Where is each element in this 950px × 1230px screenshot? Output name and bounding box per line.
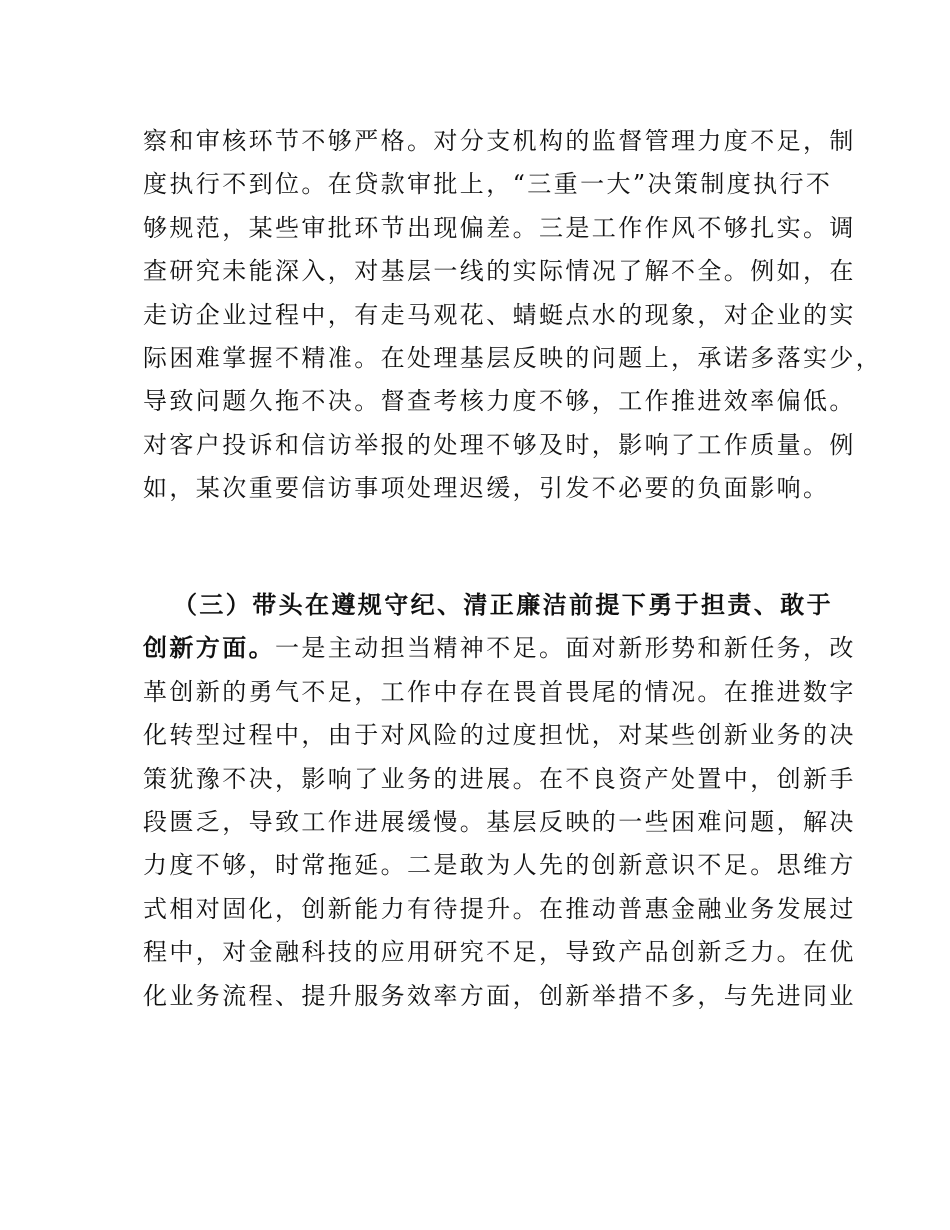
paragraph-line: 导致问题久拖不决。督查考核力度不够，工作推进效率偏低。 (143, 387, 856, 416)
paragraph-line: 够规范，某些审批环节出现偏差。三是工作作风不够扎实。调 (143, 213, 856, 242)
paragraph-line: 走访企业过程中，有走马观花、蜻蜓点水的现象，对企业的实 (143, 300, 856, 329)
paragraph-line: 化转型过程中，由于对风险的过度担忧，对某些创新业务的决 (143, 721, 856, 750)
paragraph-line: 力度不够，时常拖延。二是敢为人先的创新意识不足。思维方 (143, 851, 856, 880)
paragraph-line: 如，某次重要信访事项处理迟缓，引发不必要的负面影响。 (143, 474, 830, 503)
section-heading: （三）带头在遵规守纪、清正廉洁前提下勇于担责、敢于 (173, 591, 833, 619)
paragraph-section-three (143, 584, 856, 1018)
paragraph-text: 一是主动担当精神不足。面对新形势和新任务，改 (275, 634, 856, 663)
paragraph-line: 对客户投诉和信访举报的处理不够及时，影响了工作质量。例 (143, 430, 856, 459)
section-heading-end: 创新方面。 (143, 634, 275, 663)
paragraph-line: 察和审核环节不够严格。对分支机构的监督管理力度不足，制 (143, 127, 856, 155)
paragraph-line (143, 627, 856, 670)
paragraph-line: 革创新的勇气不足，工作中存在畏首畏尾的情况。在推进数字 (143, 677, 856, 706)
paragraph-line: 式相对固化，创新能力有待提升。在推动普惠金融业务发展过 (143, 894, 856, 923)
paragraph-line: 际困难掌握不精准。在处理基层反映的问题上，承诺多落实少， (143, 343, 883, 372)
paragraph-line: 程中，对金融科技的应用研究不足，导致产品创新乏力。在优 (143, 938, 856, 967)
section-heading-line (143, 584, 833, 627)
paragraph-line: 段匮乏，导致工作进展缓慢。基层反映的一些困难问题，解决 (143, 807, 856, 836)
paragraph-line: 化业务流程、提升服务效率方面，创新举措不多，与先进同业 (143, 981, 856, 1010)
paragraph-line: 策犹豫不决，影响了业务的进展。在不良资产处置中，创新手 (143, 764, 856, 793)
paragraph-line: 度执行不到位。在贷款审批上，“三重一大”决策制度执行不 (143, 170, 833, 199)
paragraph-problems-continued (143, 120, 883, 511)
paragraph-line: 查研究未能深入，对基层一线的实际情况了解不全。例如，在 (143, 257, 856, 286)
